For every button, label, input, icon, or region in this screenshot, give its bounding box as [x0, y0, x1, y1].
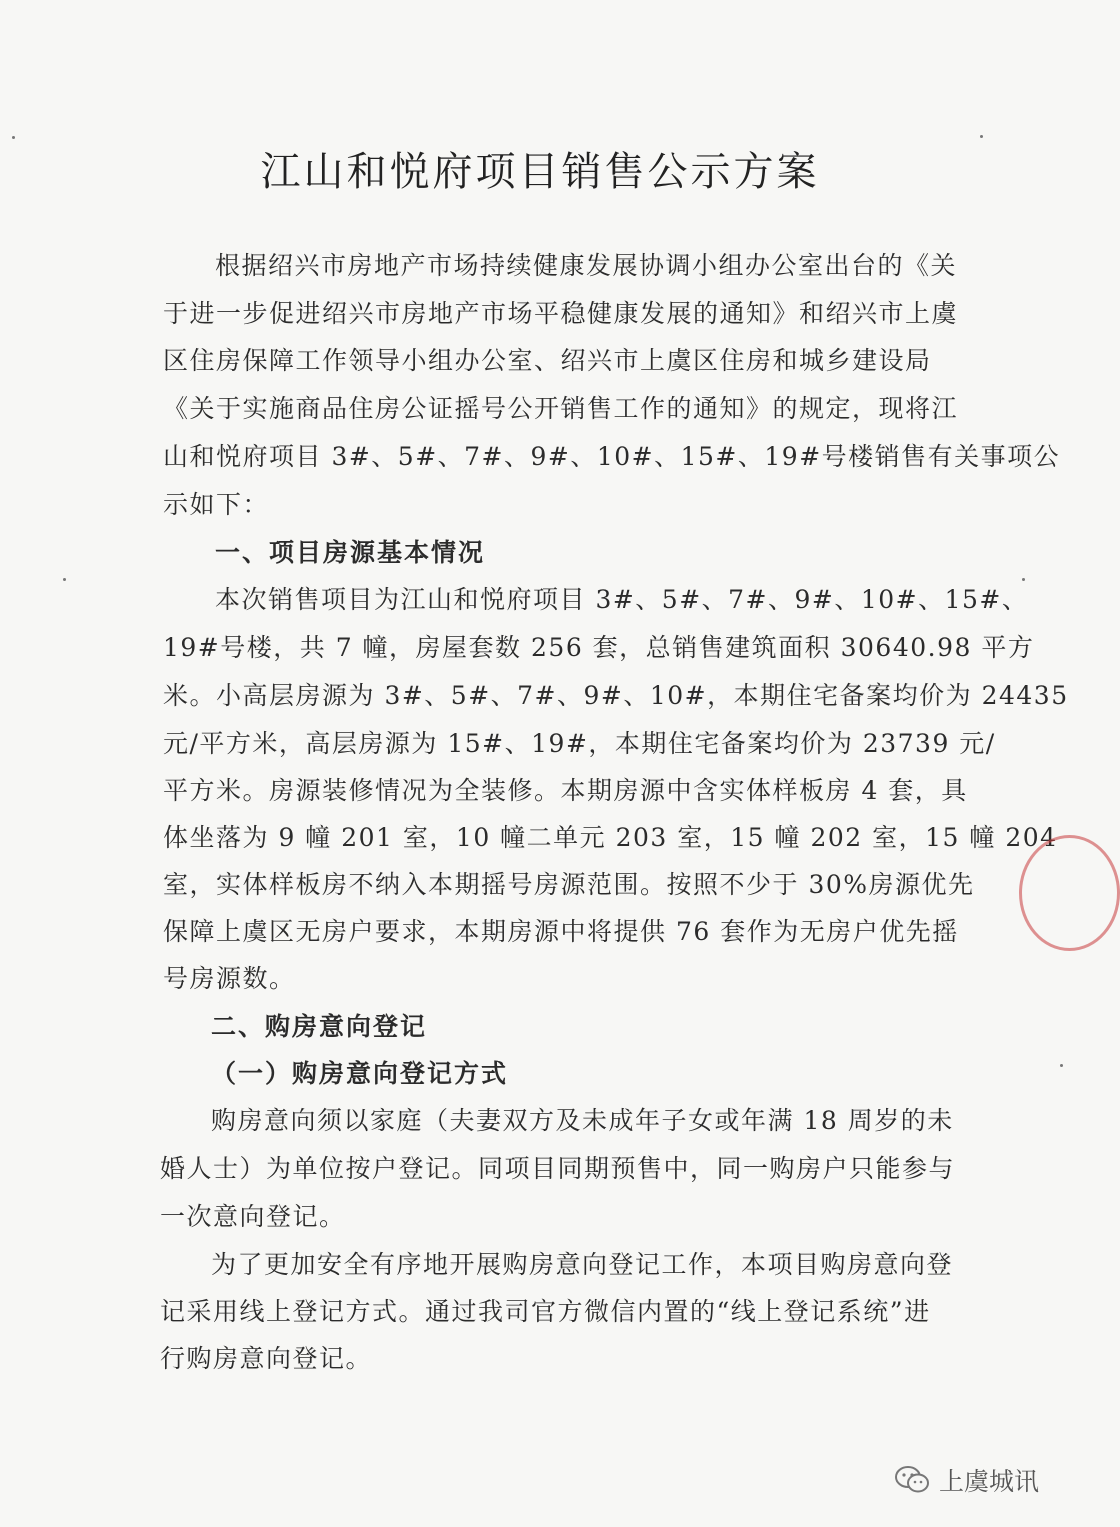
watermark-text: 上虞城讯 — [939, 1467, 1040, 1496]
scan-speck — [63, 578, 66, 581]
paragraph-line: 号房源数。 — [163, 964, 296, 993]
paragraph-line: 一次意向登记。 — [160, 1202, 346, 1231]
watermark — [893, 1458, 1039, 1502]
paragraph-line: 本次销售项目为江山和悦府项目 3#、5#、7#、9#、10#、15#、 — [215, 585, 1029, 614]
paragraph-line: 元/平方米，高层房源为 15#、19#，本期住宅备案均价为 23739 元/ — [163, 729, 996, 758]
subsection-heading: （一）购房意向登记方式 — [211, 1059, 509, 1088]
paragraph-line: 体坐落为 9 幢 201 室，10 幢二单元 203 室，15 幢 202 室，15 幢 204 — [163, 823, 1058, 852]
paragraph-line: 根据绍兴市房地产市场持续健康发展协调小组办公室出台的《关 — [215, 251, 958, 280]
paragraph-line: 室，实体样板房不纳入本期摇号房源范围。按照不少于 30%房源优先 — [163, 870, 975, 899]
paragraph-line: 示如下： — [163, 490, 270, 519]
section-heading-1: 一、项目房源基本情况 — [215, 538, 486, 567]
paragraph-line: 平方米。房源装修情况为全装修。本期房源中含实体样板房 4 套，具 — [163, 776, 968, 805]
paragraph-line: 购房意向须以家庭（夫妻双方及未成年子女或年满 18 周岁的未 — [211, 1106, 954, 1135]
wechat-icon — [893, 1464, 931, 1496]
paragraph-line: 婚人士）为单位按户登记。同项目同期预售中，同一购房户只能参与 — [160, 1154, 956, 1183]
section-heading-2: 二、购房意向登记 — [211, 1012, 428, 1041]
scan-speck — [1060, 1064, 1063, 1067]
paragraph-line: 保障上虞区无房户要求，本期房源中将提供 76 套作为无房户优先摇 — [163, 917, 959, 946]
seal-stamp — [1019, 835, 1120, 951]
paragraph-line: 为了更加安全有序地开展购房意向登记工作，本项目购房意向登 — [211, 1250, 954, 1279]
paragraph-line: 于进一步促进绍兴市房地产市场平稳健康发展的通知》和绍兴市上虞 — [163, 299, 959, 328]
paragraph-line: 山和悦府项目 3#、5#、7#、9#、10#、15#、19#号楼销售有关事项公 — [163, 442, 1061, 471]
paragraph-line: 19#号楼，共 7 幢，房屋套数 256 套，总销售建筑面积 30640.98 平方 — [163, 633, 1035, 662]
paragraph-line: 《关于实施商品住房公证摇号公开销售工作的通知》的规定，现将江 — [163, 394, 959, 423]
scan-speck — [1022, 578, 1025, 581]
paragraph-line: 米。小高层房源为 3#、5#、7#、9#、10#，本期住宅备案均价为 24435 — [163, 681, 1069, 710]
document-title: 江山和悦府项目销售公示方案 — [260, 149, 820, 195]
paragraph-line: 行购房意向登记。 — [160, 1344, 373, 1373]
scan-speck — [980, 135, 983, 138]
paragraph-line: 区住房保障工作领导小组办公室、绍兴市上虞区住房和城乡建设局 — [163, 346, 932, 375]
scan-speck — [12, 136, 15, 139]
paragraph-line: 记采用线上登记方式。通过我司官方微信内置的“线上登记系统”进 — [160, 1297, 931, 1326]
